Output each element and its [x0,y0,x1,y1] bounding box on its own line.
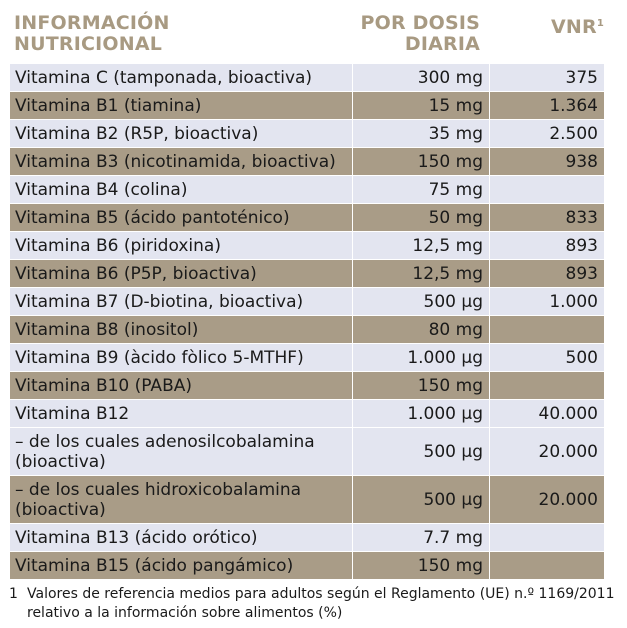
nutrient-vnr [490,552,604,579]
table-row [10,288,604,316]
nutrient-dose: 35 mg [353,120,490,147]
nutrient-name: Vitamina B8 (inositol) [10,316,353,343]
header-daily-dose: POR DOSIS DIARIA [360,12,480,55]
header-nutrition-info: INFORMACIÓN NUTRICIONAL [14,12,170,55]
table-header [0,0,627,62]
nutrient-name: Vitamina B2 (R5P, bioactiva) [10,120,353,147]
nutrient-vnr: 938 [565,151,598,172]
nutrient-dose: 7.7 mg [353,524,490,551]
nutrient-dose: 12,5 mg [353,232,490,259]
nutrient-vnr [490,176,604,203]
nutrient-name: Vitamina C (tamponada, bioactiva) [10,64,353,91]
nutrient-vnr: 20.000 [538,441,598,462]
header-vnr-footnote-mark: 1 [596,18,604,29]
nutrient-dose: 12,5 mg [353,260,490,287]
table-row [10,176,604,204]
nutrient-dose: 500 µg [353,476,490,523]
table-row [10,92,604,120]
nutrient-vnr: 1.000 [549,291,598,312]
nutrient-name: Vitamina B7 (D-biotina, bioactiva) [10,288,353,315]
table-row [10,552,604,580]
footnote-text: Valores de referencia medios para adultos según el Reglamento (UE) n.º 1169/2011 relativo a la información sobre alimentos (%) [27,586,615,621]
nutrient-vnr: 20.000 [538,489,598,510]
table-row [10,344,604,372]
nutrient-name: Vitamina B13 (ácido orótico) [10,524,353,551]
table-row [10,232,604,260]
nutrient-name: Vitamina B6 (P5P, bioactiva) [10,260,353,287]
nutrient-name: Vitamina B10 (PABA) [10,372,353,399]
nutrient-dose: 50 mg [353,204,490,231]
table-row [10,372,604,400]
nutrient-vnr: 833 [565,207,598,228]
nutrient-dose: 150 mg [353,148,490,175]
table-row [10,260,604,288]
nutrient-vnr [490,372,604,399]
header-vnr: VNR$^1$ [550,16,604,38]
table-row [10,476,604,524]
nutrient-dose: 150 mg [353,372,490,399]
nutrient-name: Vitamina B12 [10,400,353,427]
nutrient-dose: 1.000 µg [353,344,490,371]
nutrient-name: Vitamina B4 (colina) [10,176,353,203]
nutrient-vnr [490,316,604,343]
nutrient-dose: 15 mg [353,92,490,119]
table-row [10,120,604,148]
nutrient-name: Vitamina B3 (nicotinamida, bioactiva) [10,148,353,175]
nutrient-dose: 80 mg [353,316,490,343]
table-row [10,524,604,552]
nutrient-vnr: 2.500 [549,123,598,144]
nutrient-dose: 300 mg [353,64,490,91]
nutrient-dose: 500 µg [353,288,490,315]
table-row [10,428,604,476]
table-row [10,64,604,92]
nutrient-name: – de los cuales hidroxicobalamina (bioactiva) [10,476,353,523]
nutrient-dose: 1.000 µg [353,400,490,427]
table-row [10,148,604,176]
nutrient-name: Vitamina B15 (ácido pangámico) [10,552,353,579]
nutrient-name: Vitamina B5 (ácido pantoténico) [10,204,353,231]
nutrient-name: Vitamina B9 (àcido fòlico 5-MTHF) [10,344,353,371]
nutrient-vnr: 375 [565,67,598,88]
table-row [10,400,604,428]
nutrient-dose: 500 µg [353,428,490,475]
table-row [10,316,604,344]
footnote-number: 1 [9,586,18,602]
nutrient-name: – de los cuales adenosilcobalamina (bioactiva) [10,428,353,475]
nutrient-vnr: 893 [565,235,598,256]
nutrient-name: Vitamina B6 (piridoxina) [10,232,353,259]
nutrition-table [10,64,604,580]
nutrient-dose: 150 mg [353,552,490,579]
nutrient-vnr: 893 [565,263,598,284]
nutrient-vnr: 40.000 [538,403,598,424]
nutrient-name: Vitamina B1 (tiamina) [10,92,353,119]
nutrient-vnr: 500 [565,347,598,368]
nutrient-dose: 75 mg [353,176,490,203]
nutrient-vnr: 1.364 [549,95,598,116]
nutrient-vnr [490,524,604,551]
table-row [10,204,604,232]
